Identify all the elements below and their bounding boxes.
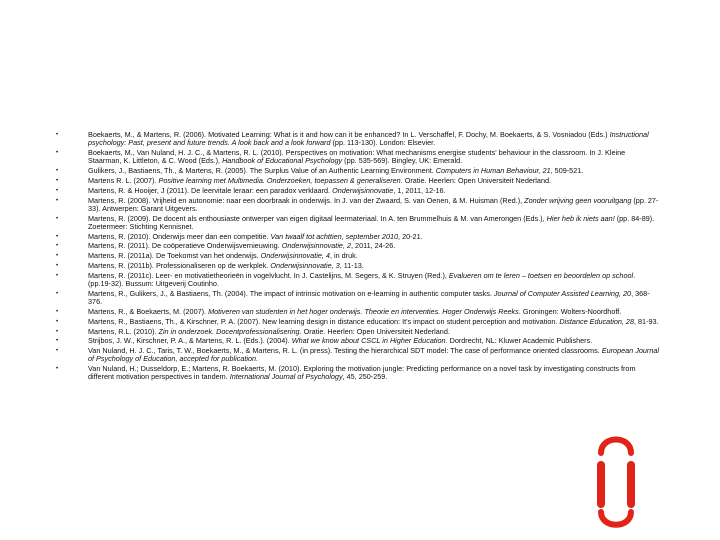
reference-text: (pp. 27-33). Antwerpen: Garant Uitgevers. <box>88 195 659 213</box>
reference-item <box>56 272 660 288</box>
reference-title: Journal of Computer Assisted Learning, 20 <box>493 288 632 298</box>
reference-item <box>56 290 660 306</box>
reference-item <box>56 215 660 231</box>
reference-text: , 45, 250-259. <box>342 372 388 382</box>
reference-text: , 2011, 24-26. <box>351 241 396 251</box>
reference-text: Oratie. Heerlen: Open Universiteit Nederland. <box>402 175 552 185</box>
reference-title: Computers in Human Behaviour, 21 <box>435 166 551 175</box>
reference-item <box>56 252 660 260</box>
reference-text: (pp. 535-569). Bingley, UK: Emerald. <box>342 156 463 166</box>
reference-item <box>56 131 660 147</box>
reference-title: Zonder wrijving geen vooruitgang <box>524 195 632 205</box>
reference-text: (pp. 84-89). Zoetermeer: Stichting Kennisnet. <box>88 213 655 231</box>
reference-item <box>56 242 660 250</box>
reference-text: Martens, R., Gulikers, J., & Bastiaens, Th. (2004). The impact of intrinsic motivation on e-learning in authentic computer tasks. <box>88 288 494 298</box>
reference-text: . Dordrecht, NL: Kluwer Academic Publishers. <box>445 336 593 346</box>
reference-item <box>56 197 660 213</box>
reference-title: Onderwijsinnovatie, 3 <box>270 261 340 271</box>
reference-title: Onderwijsinnovatie, 4 <box>260 251 330 261</box>
reference-text: Martens, R. (2011a). De Toekomst van het onderwijs. <box>88 251 261 261</box>
reference-item <box>56 177 660 185</box>
reference-item <box>56 328 660 336</box>
reference-title: Motiveren van studenten in het hoger onderwijs. Theorie en interventies. Hoger Onderwijs Reeks <box>208 306 519 316</box>
reference-title: What we know about CSCL in Higher Education <box>291 336 446 346</box>
reference-text: Gulikers, J., Bastiaens, Th., & Martens, R. (2005). The Surplus Value of an Authentic Learning Environment. <box>88 166 436 175</box>
reference-text: . Groningen: Wolters-Noordhoff. <box>518 306 622 316</box>
reference-item <box>56 233 660 241</box>
reference-text: , 81-93. <box>633 316 659 326</box>
reference-title: Distance Education, 28 <box>559 316 634 326</box>
reference-text: Van Nuland, H. J. C., Taris, T. W., Boekaerts, M., & Martens, R. L. (in press). Testing the hierarchical SDT model: The case of performance oriented classrooms. <box>88 346 602 356</box>
reference-title: Instructional psychology: Past, present and future trends. A look back and a look forward <box>88 130 649 148</box>
reference-text: Martens, R., & Boekaerts, M. (2007). <box>88 306 209 316</box>
university-logo <box>594 432 638 532</box>
reference-title: Hier heb ik niets aan! <box>546 213 615 223</box>
reference-title: European Journal of Psychology of Education, accepted for publication. <box>88 346 660 364</box>
reference-list <box>56 131 660 383</box>
reference-text: , 1, 2011, 12-16. <box>393 185 446 195</box>
reference-title: Van twaalf tot achttien, september 2010 <box>270 231 399 241</box>
reference-item <box>56 347 660 363</box>
reference-text: Martens, R. (2011). De coöperatieve Onderwijsvernieuwing. <box>88 241 282 251</box>
reference-text: , 509-521. <box>550 166 584 175</box>
reference-text: Martens, R. (2011c). Leer- en motivatietheorieën in vogelvlucht. In J. Castelijns, M. Segers, & K. Struyen (Red.), <box>88 270 449 280</box>
reference-text: (pp. 113-130). London: Elsevier. <box>330 138 436 148</box>
reference-title: International Journal of Psychology <box>229 372 343 382</box>
reference-text: Martens, R. (2009). De docent als enthousiaste ontwerper van eigen digitaal leermateriaal. In A. ten Brummelhuis & M. van Amerongen (Eds.), <box>88 213 547 223</box>
reference-title: Positive learning met Multimedia. Onderzoeken, toepassen & generaliseren. <box>158 175 403 185</box>
reference-text: Martens, R. (2008). Vrijheid en autonomie: naar een doorbraak in onderwijs. In J. van der Zwaard, S. van Oenen, & M. Huisman (Red.), <box>88 195 525 205</box>
reference-text: . (pp.19-32). Bussum: Uitgeverij Coutinho. <box>88 270 636 289</box>
reference-text: Martens, R. & Hooijer, J (2011). De leervitale leraar: een paradox verklaard. <box>88 185 333 195</box>
reference-text: , 20-21. <box>398 231 423 241</box>
reference-item <box>56 318 660 326</box>
reference-text: , 368-376. <box>88 288 650 307</box>
reference-text: Martens, R., Bastiaens, Th., & Kirschner, P. A. (2007). New learning design in distance education: It's impact on student perception and motivation. <box>88 316 560 326</box>
logo-top-arch <box>601 440 631 454</box>
reference-item <box>56 167 660 175</box>
reference-text: Van Nuland, H.; Dusseldorp, E.; Martens, R. Boekaerts, M. (2010). Exploring the motivation jungle: Predicting performance on a novel task by investigating constructs from different motivation perspectives in tandem. <box>88 364 636 382</box>
reference-text: , 11-13. <box>339 261 364 271</box>
logo-bottom-arch <box>601 512 631 525</box>
reference-text: Strijbos, J. W., Kirschner, P. A., & Martens, R. L. (Eds.). (2004). <box>88 336 292 346</box>
reference-title: Evalueren om te leren – toetsen en beoordelen op school <box>448 270 634 280</box>
reference-text: Boekaerts, M., & Martens, R. (2006). Motivated Learning: What is it and how can it be enhanced? In L. Verschaffel, F. Dochy, M. Boekaerts, & S. Vosniadou (Eds.) <box>88 130 610 139</box>
reference-item <box>56 365 660 381</box>
reference-text: , in druk. <box>329 251 358 261</box>
reference-title: Zin in onderzoek. Docentprofessionalisering. <box>158 326 302 336</box>
reference-text: Martens, R. (2010). Onderwijs meer dan een competitie. <box>88 231 271 241</box>
reference-item <box>56 262 660 270</box>
reference-text: Martens, R. (2011b). Professionaliseren op de werkplek. <box>88 261 271 271</box>
reference-title: Handbook of Educational Psychology <box>222 156 343 166</box>
reference-text: Martens R. L. (2007). <box>88 175 159 185</box>
reference-title: Onderwijsinnovatie <box>332 185 394 195</box>
reference-title: Onderwijsinnovatie, 2 <box>281 241 352 251</box>
reference-item <box>56 149 660 165</box>
reference-item <box>56 337 660 345</box>
reference-text: Boekaerts, M., Van Nuland, H. J. C., & Martens, R. L. (2010). Perspectives on motivation: What mechanisms energise students' behaviour in the classroom. In J. Kleine Staarman, K. Littleton, & C. Wood (Eds.), <box>88 148 626 166</box>
reference-text: Oratie. Heerlen: Open Universiteit Nederland. <box>301 326 450 336</box>
reference-item <box>56 187 660 195</box>
logo-mark <box>601 440 631 525</box>
reference-item <box>56 308 660 316</box>
reference-text: Martens, R.L. (2010). <box>88 326 159 336</box>
